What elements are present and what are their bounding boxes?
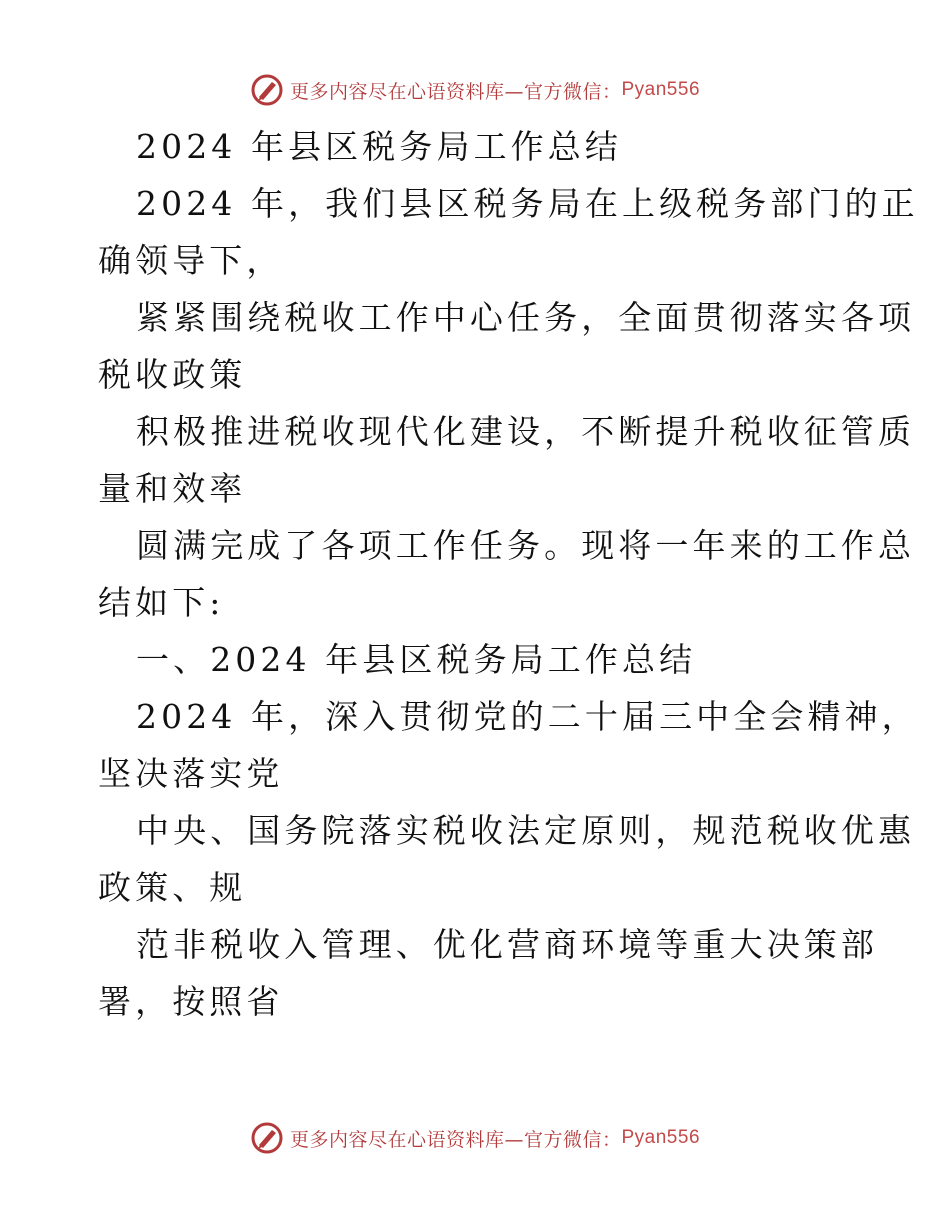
doc-line: 确领导下， bbox=[98, 241, 284, 280]
header-watermark-text: 更多内容尽在心语资料库—官方微信： bbox=[289, 80, 622, 103]
section-heading: 一、2024 年县区税务局工作总结 bbox=[136, 640, 697, 679]
doc-line: 坚决落实党 bbox=[98, 754, 284, 793]
doc-line: 中央、国务院落实税收法定原则，规范税收优惠 bbox=[136, 811, 916, 850]
pen-seal-icon bbox=[250, 73, 284, 107]
doc-title: 2024 年县区税务局工作总结 bbox=[136, 127, 622, 166]
doc-line: 2024 年，我们县区税务局在上级税务部门的正 bbox=[136, 184, 919, 223]
doc-line: 政策、规 bbox=[98, 868, 247, 907]
doc-line: 量和效率 bbox=[98, 469, 247, 508]
doc-line: 2024 年，深入贯彻党的二十届三中全会精神， bbox=[136, 697, 919, 736]
header-watermark bbox=[0, 70, 950, 110]
footer-watermark-text: 更多内容尽在心语资料库—官方微信： bbox=[289, 1128, 622, 1151]
doc-line: 税收政策 bbox=[98, 355, 247, 394]
header-wechat-id: Pyan556 bbox=[621, 79, 701, 100]
doc-line: 范非税收入管理、优化营商环境等重大决策部 bbox=[136, 925, 878, 964]
footer-watermark bbox=[0, 1118, 950, 1158]
doc-line: 紧紧围绕税收工作中心任务，全面贯彻落实各项 bbox=[136, 298, 916, 337]
pen-seal-icon bbox=[250, 1121, 284, 1155]
doc-line: 积极推进税收现代化建设，不断提升税收征管质 bbox=[136, 412, 916, 451]
doc-line: 署，按照省 bbox=[98, 982, 284, 1021]
footer-wechat-id: Pyan556 bbox=[621, 1127, 701, 1148]
document-body bbox=[98, 118, 919, 1030]
doc-line: 圆满完成了各项工作任务。现将一年来的工作总 bbox=[136, 526, 916, 565]
doc-line: 结如下: bbox=[98, 583, 225, 622]
